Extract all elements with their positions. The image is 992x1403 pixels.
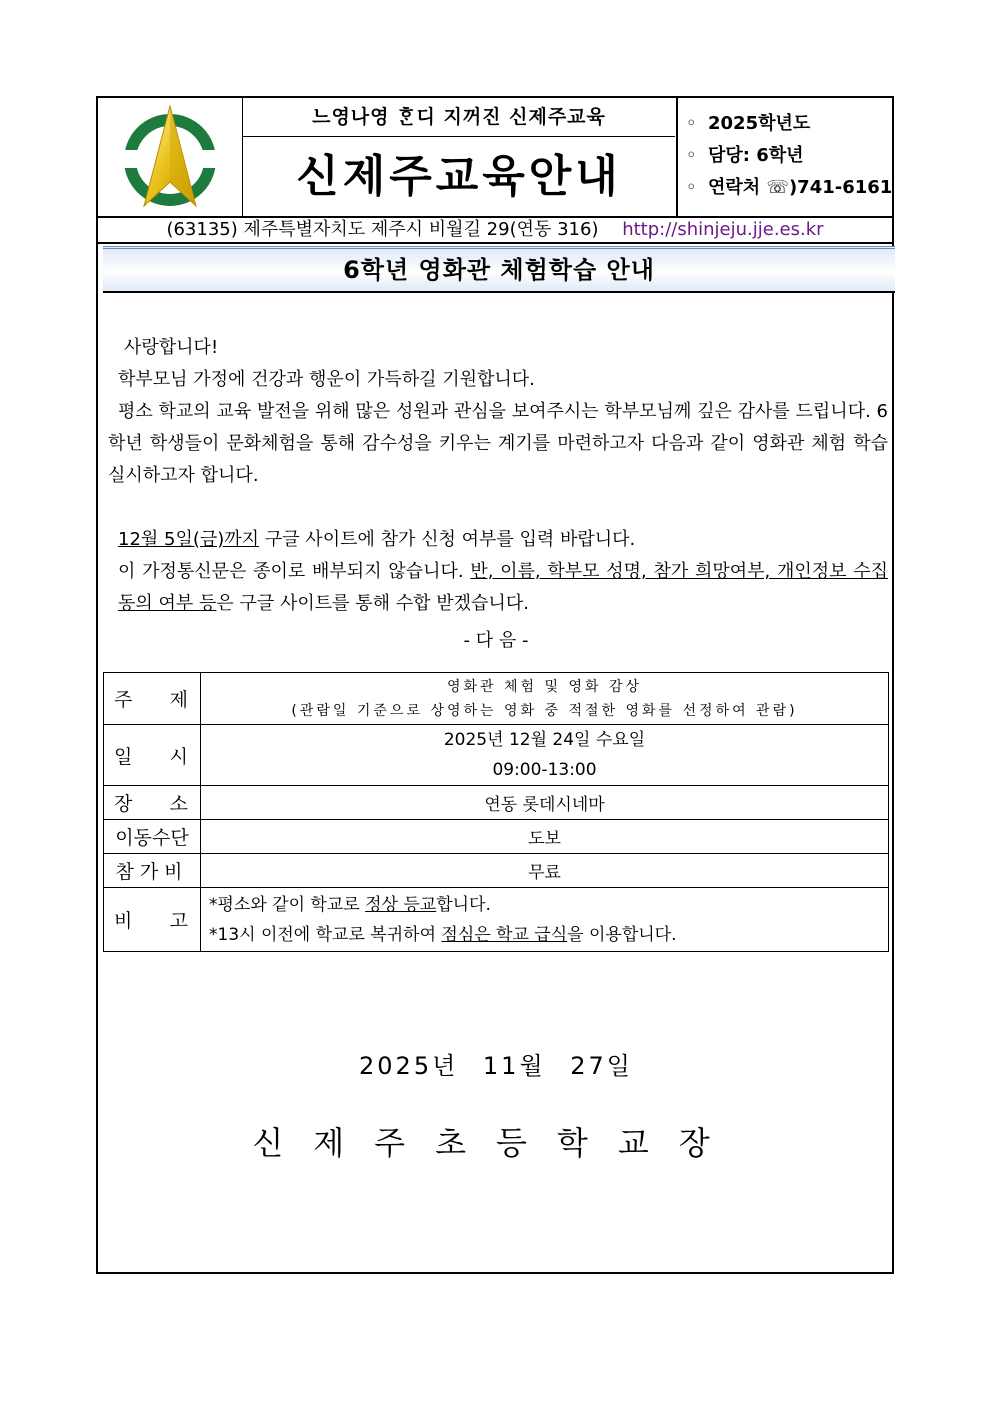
greeting: 사랑합니다!	[124, 337, 219, 358]
transport-label: 이동수단	[104, 820, 201, 854]
remark-label: 비 고	[104, 888, 201, 952]
info-contact: ◦ 연락처 ☏)741-6161	[686, 177, 893, 198]
section-heading: - 다 음 -	[463, 630, 529, 651]
table-row	[104, 725, 889, 786]
school-emblem-icon	[98, 98, 242, 216]
table-row	[104, 673, 889, 725]
intro-paragraph: 평소 학교의 교육 발전을 위해 많은 성원과 관심을 보여주시는 학부모님께 깊은 감사를 드립니다. 6학년 학생들이 문화체험을 통해 감수성을 키우는 계기를 마련하고자 다음과 같이 영화관 체험 학습 실시하고자 합니다.	[108, 401, 888, 486]
fee-value: 무료	[201, 854, 889, 888]
table-row	[104, 888, 889, 952]
remark-line-2: *13시 이전에 학교로 복귀하여 점심은 학교 급식을 이용합니다.	[209, 924, 677, 945]
when-label: 일 시	[104, 725, 201, 786]
notice-a: 이 가정통신문은 종이로 배부되지 않습니다.	[118, 561, 464, 582]
table-row	[104, 820, 889, 854]
school-logo	[98, 98, 243, 216]
when-value: 2025년 12월 24일 수요일 09:00-13:00	[201, 725, 889, 786]
remark-value	[201, 888, 889, 952]
notice-paragraph	[108, 556, 888, 620]
address-bar	[98, 218, 892, 244]
place-value: 연동 롯데시네마	[201, 786, 889, 820]
detail-table	[103, 672, 889, 952]
header	[98, 98, 892, 218]
transport-value: 도보	[201, 820, 889, 854]
body-text	[108, 332, 888, 620]
table-row	[104, 854, 889, 888]
school-address: (63135) 제주특별자치도 제주시 비월길 29(연동 316)	[166, 219, 599, 240]
place-label: 장 소	[104, 786, 201, 820]
document-title: 6학년 영화관 체험학습 안내	[103, 246, 895, 293]
issue-date: 2025년 11월 27일	[359, 1052, 633, 1080]
deadline-date: 12월 5일(금)까지	[118, 529, 260, 550]
topic-label: 주 제	[104, 673, 201, 725]
notice-c: 은 구글 사이트를 통해 수합 받겠습니다.	[216, 593, 529, 614]
info-department: ◦ 담당: 6학년	[686, 145, 804, 166]
school-url-link[interactable]: http://shinjeju.jje.es.kr	[622, 219, 824, 240]
wish-line: 학부모님 가정에 건강과 행운이 가득하길 기원합니다.	[118, 369, 535, 390]
deadline-line	[108, 524, 888, 556]
deadline-rest: 구글 사이트에 참가 신청 여부를 입력 바랍니다.	[264, 529, 636, 550]
remark-line-1: *평소와 같이 학교로 정상 등교합니다.	[209, 894, 491, 915]
slogan: 느영나영 ᄒᆞᆫ디 지꺼진 신제주교육	[243, 98, 675, 137]
fee-label: 참가비	[104, 854, 201, 888]
notice-items: 반, 이름, 학부모 성명, 참가 희망여부, 개인정보 수집 동의 여부 등	[118, 561, 889, 614]
principal-signature: 신제주초등학교장	[252, 1124, 740, 1162]
newsletter-brand: 신제주교육안내	[296, 151, 622, 202]
info-box	[676, 98, 892, 216]
table-row	[104, 786, 889, 820]
info-school-year: ◦ 2025학년도	[686, 113, 811, 134]
topic-value: 영화관 체험 및 영화 감상 (관람일 기준으로 상영하는 영화 중 적절한 영화를 선정하여 관람)	[201, 673, 889, 725]
